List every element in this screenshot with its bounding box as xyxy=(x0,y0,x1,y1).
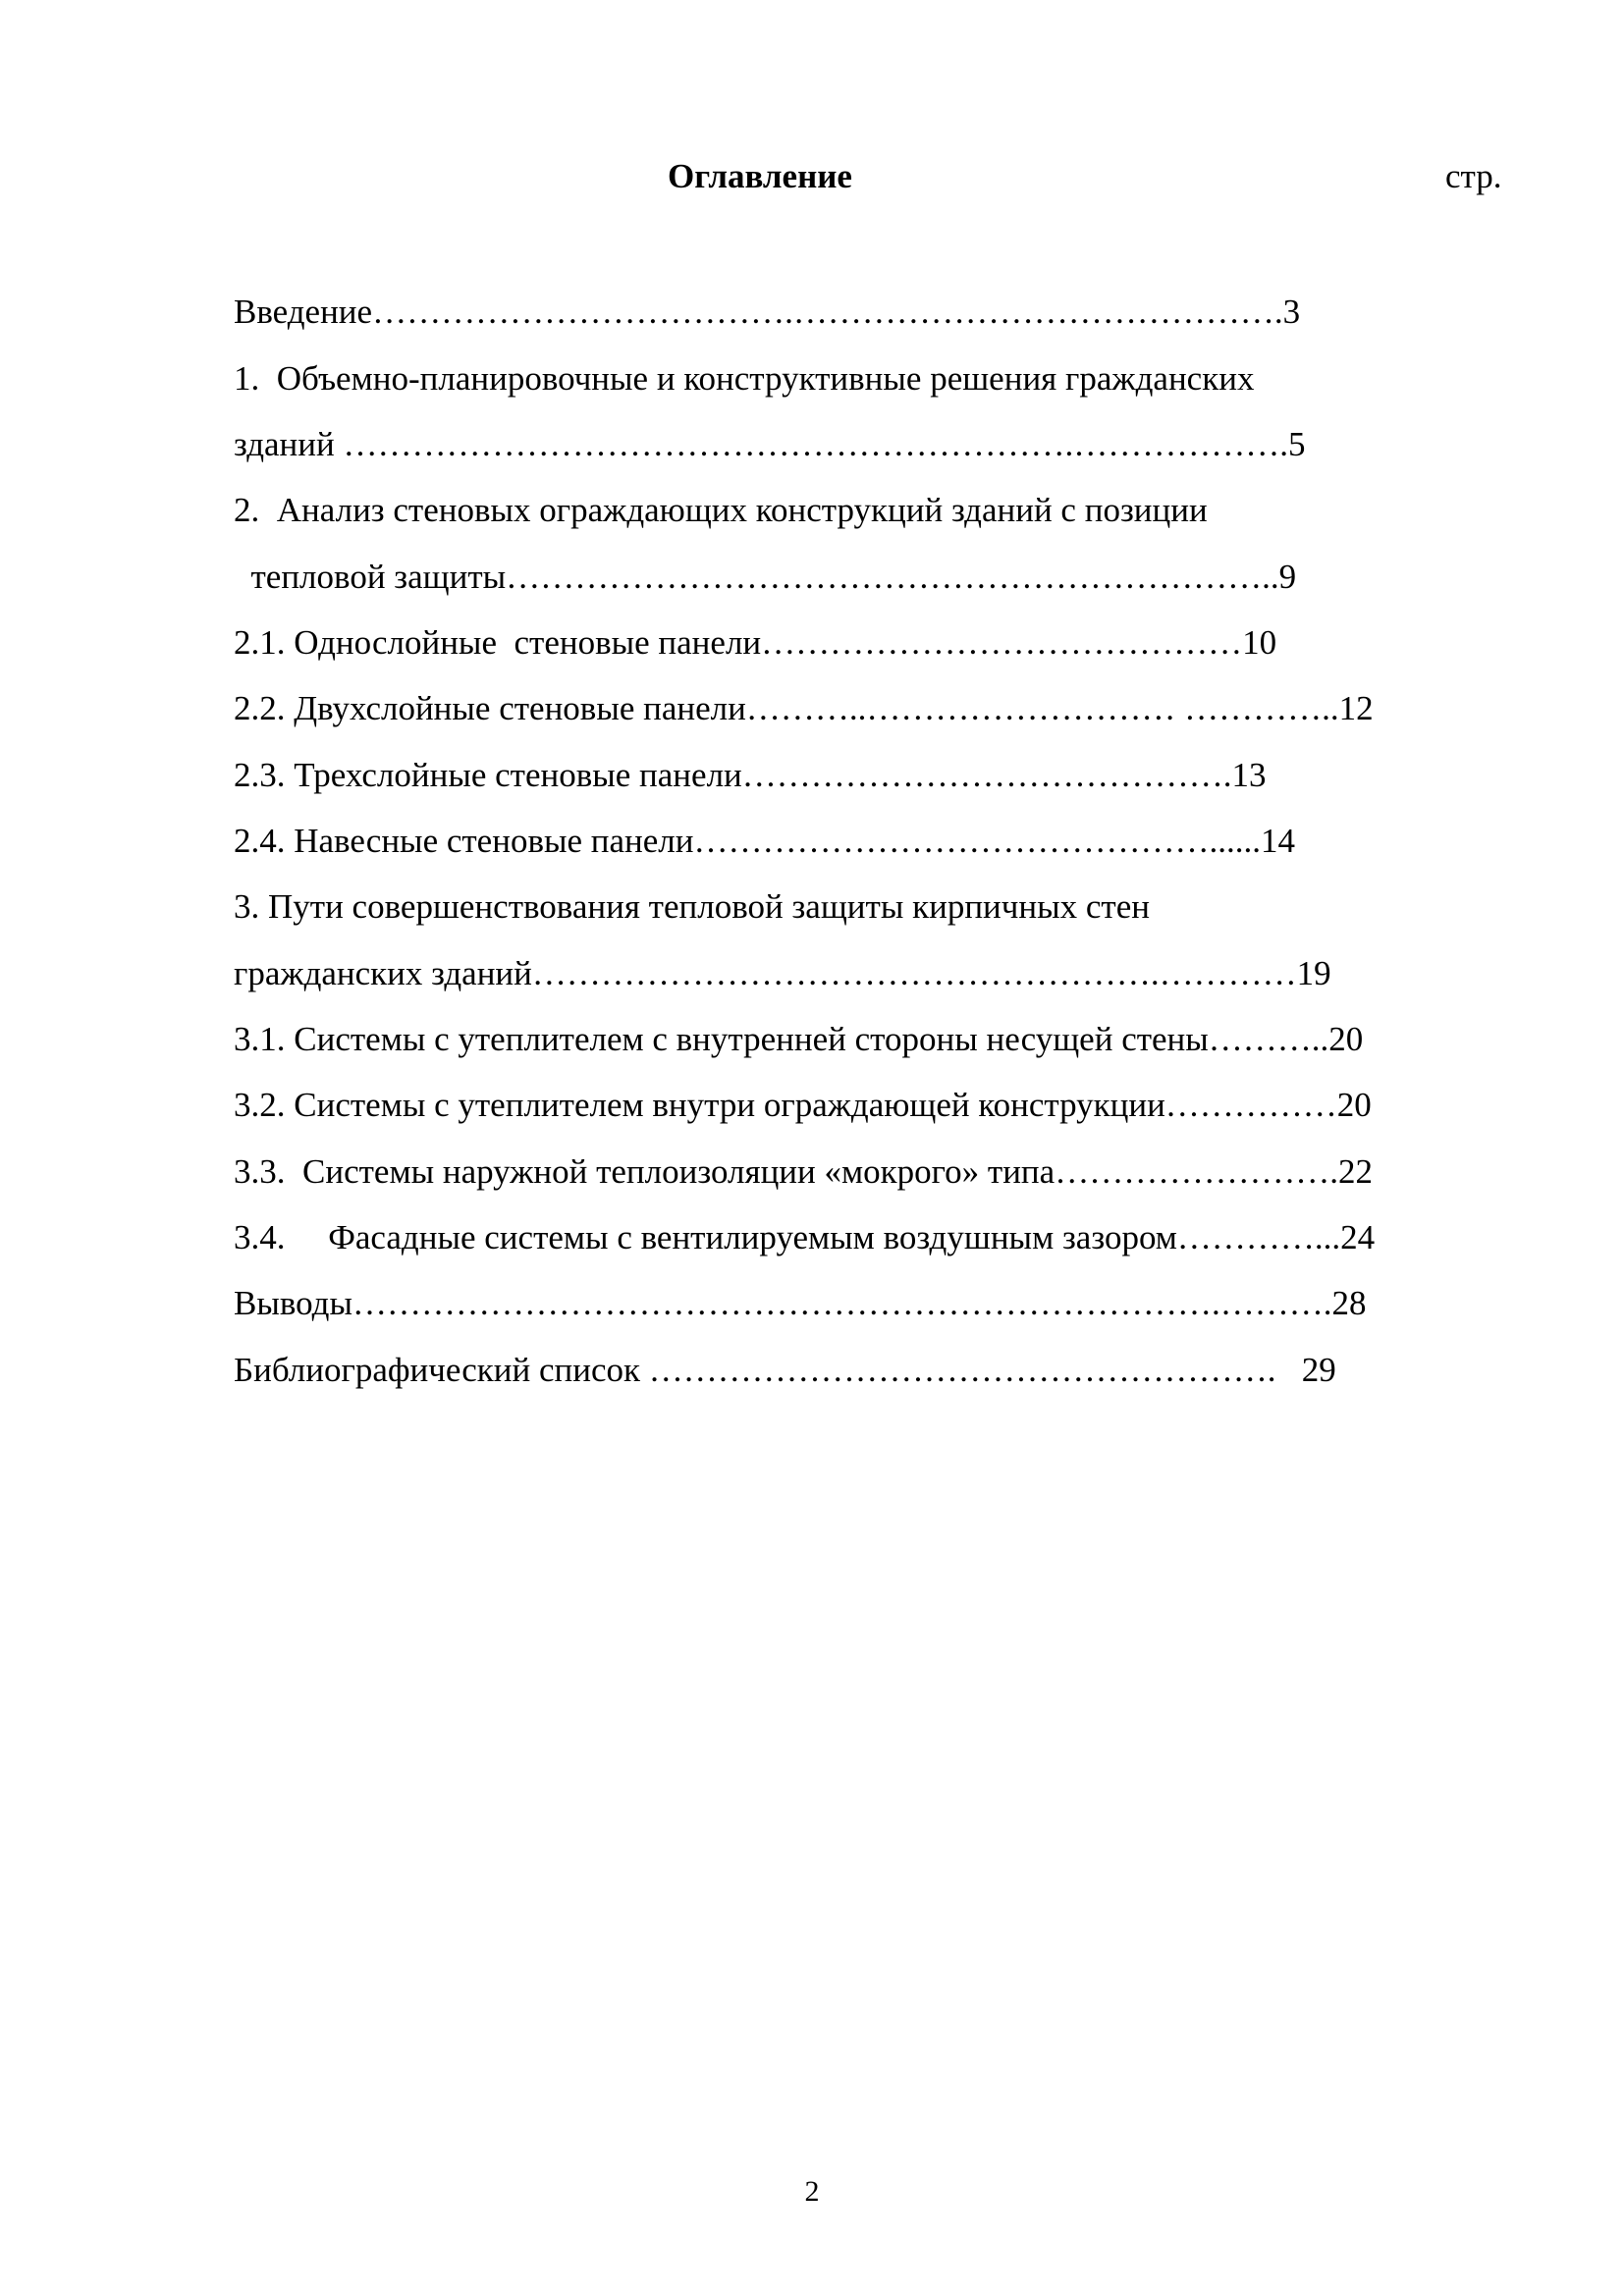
toc-entry-3-4: 3.4. Фасадные системы с вентилируемым воздушным зазором…………...24 xyxy=(234,1218,1376,1256)
toc-title: Оглавление xyxy=(668,157,852,195)
toc-entry-3-1: 3.1. Системы с утеплителем с внутренней стороны несущей стены………..20 xyxy=(234,1020,1364,1058)
toc-entry-1-line-2: зданий ……………………………………………………….……………….5 xyxy=(234,425,1306,463)
toc-entry-2-4: 2.4. Навесные стеновые панели………………………………………......14 xyxy=(234,822,1296,860)
toc-entry-3-line-1: 3. Пути совершенствования тепловой защиты кирпичных стен xyxy=(234,887,1150,926)
toc-entry-2-3: 2.3. Трехслойные стеновые панели…………………………………….13 xyxy=(234,756,1267,794)
toc-entry-1-line-1: 1. Объемно-планировочные и конструктивные решения гражданских xyxy=(234,359,1255,398)
toc-entry-2-2: 2.2. Двухслойные стеновые панели………..……………………… …………..12 xyxy=(234,689,1374,727)
toc-entry-3-2: 3.2. Системы с утеплителем внутри ограждающей конструкции……………20 xyxy=(234,1086,1372,1124)
page-number: 2 xyxy=(804,2175,820,2208)
toc-entry-introduction: Введение……………………………….…………………………………….3 xyxy=(234,293,1301,331)
page-column-header: стр. xyxy=(1445,157,1502,195)
toc-entry-conclusions: Выводы………………………………………………………………….……….28 xyxy=(234,1284,1367,1322)
toc-entry-2-line-1: 2. Анализ стеновых ограждающих конструкций зданий с позиции xyxy=(234,491,1208,529)
toc-entry-2-1: 2.1. Однослойные стеновые панели……………………………………10 xyxy=(234,623,1277,662)
toc-entry-3-line-2: гражданских зданий……………………………………………….…………19 xyxy=(234,954,1331,992)
toc-entry-2-line-2: тепловой защиты…………………………………………………………..9 xyxy=(234,558,1297,596)
toc-entry-bibliography: Библиографический список ………………………………………………. 29 xyxy=(234,1351,1336,1389)
toc-entry-3-3: 3.3. Системы наружной теплоизоляции «мокрого» типа…………………….22 xyxy=(234,1152,1373,1191)
